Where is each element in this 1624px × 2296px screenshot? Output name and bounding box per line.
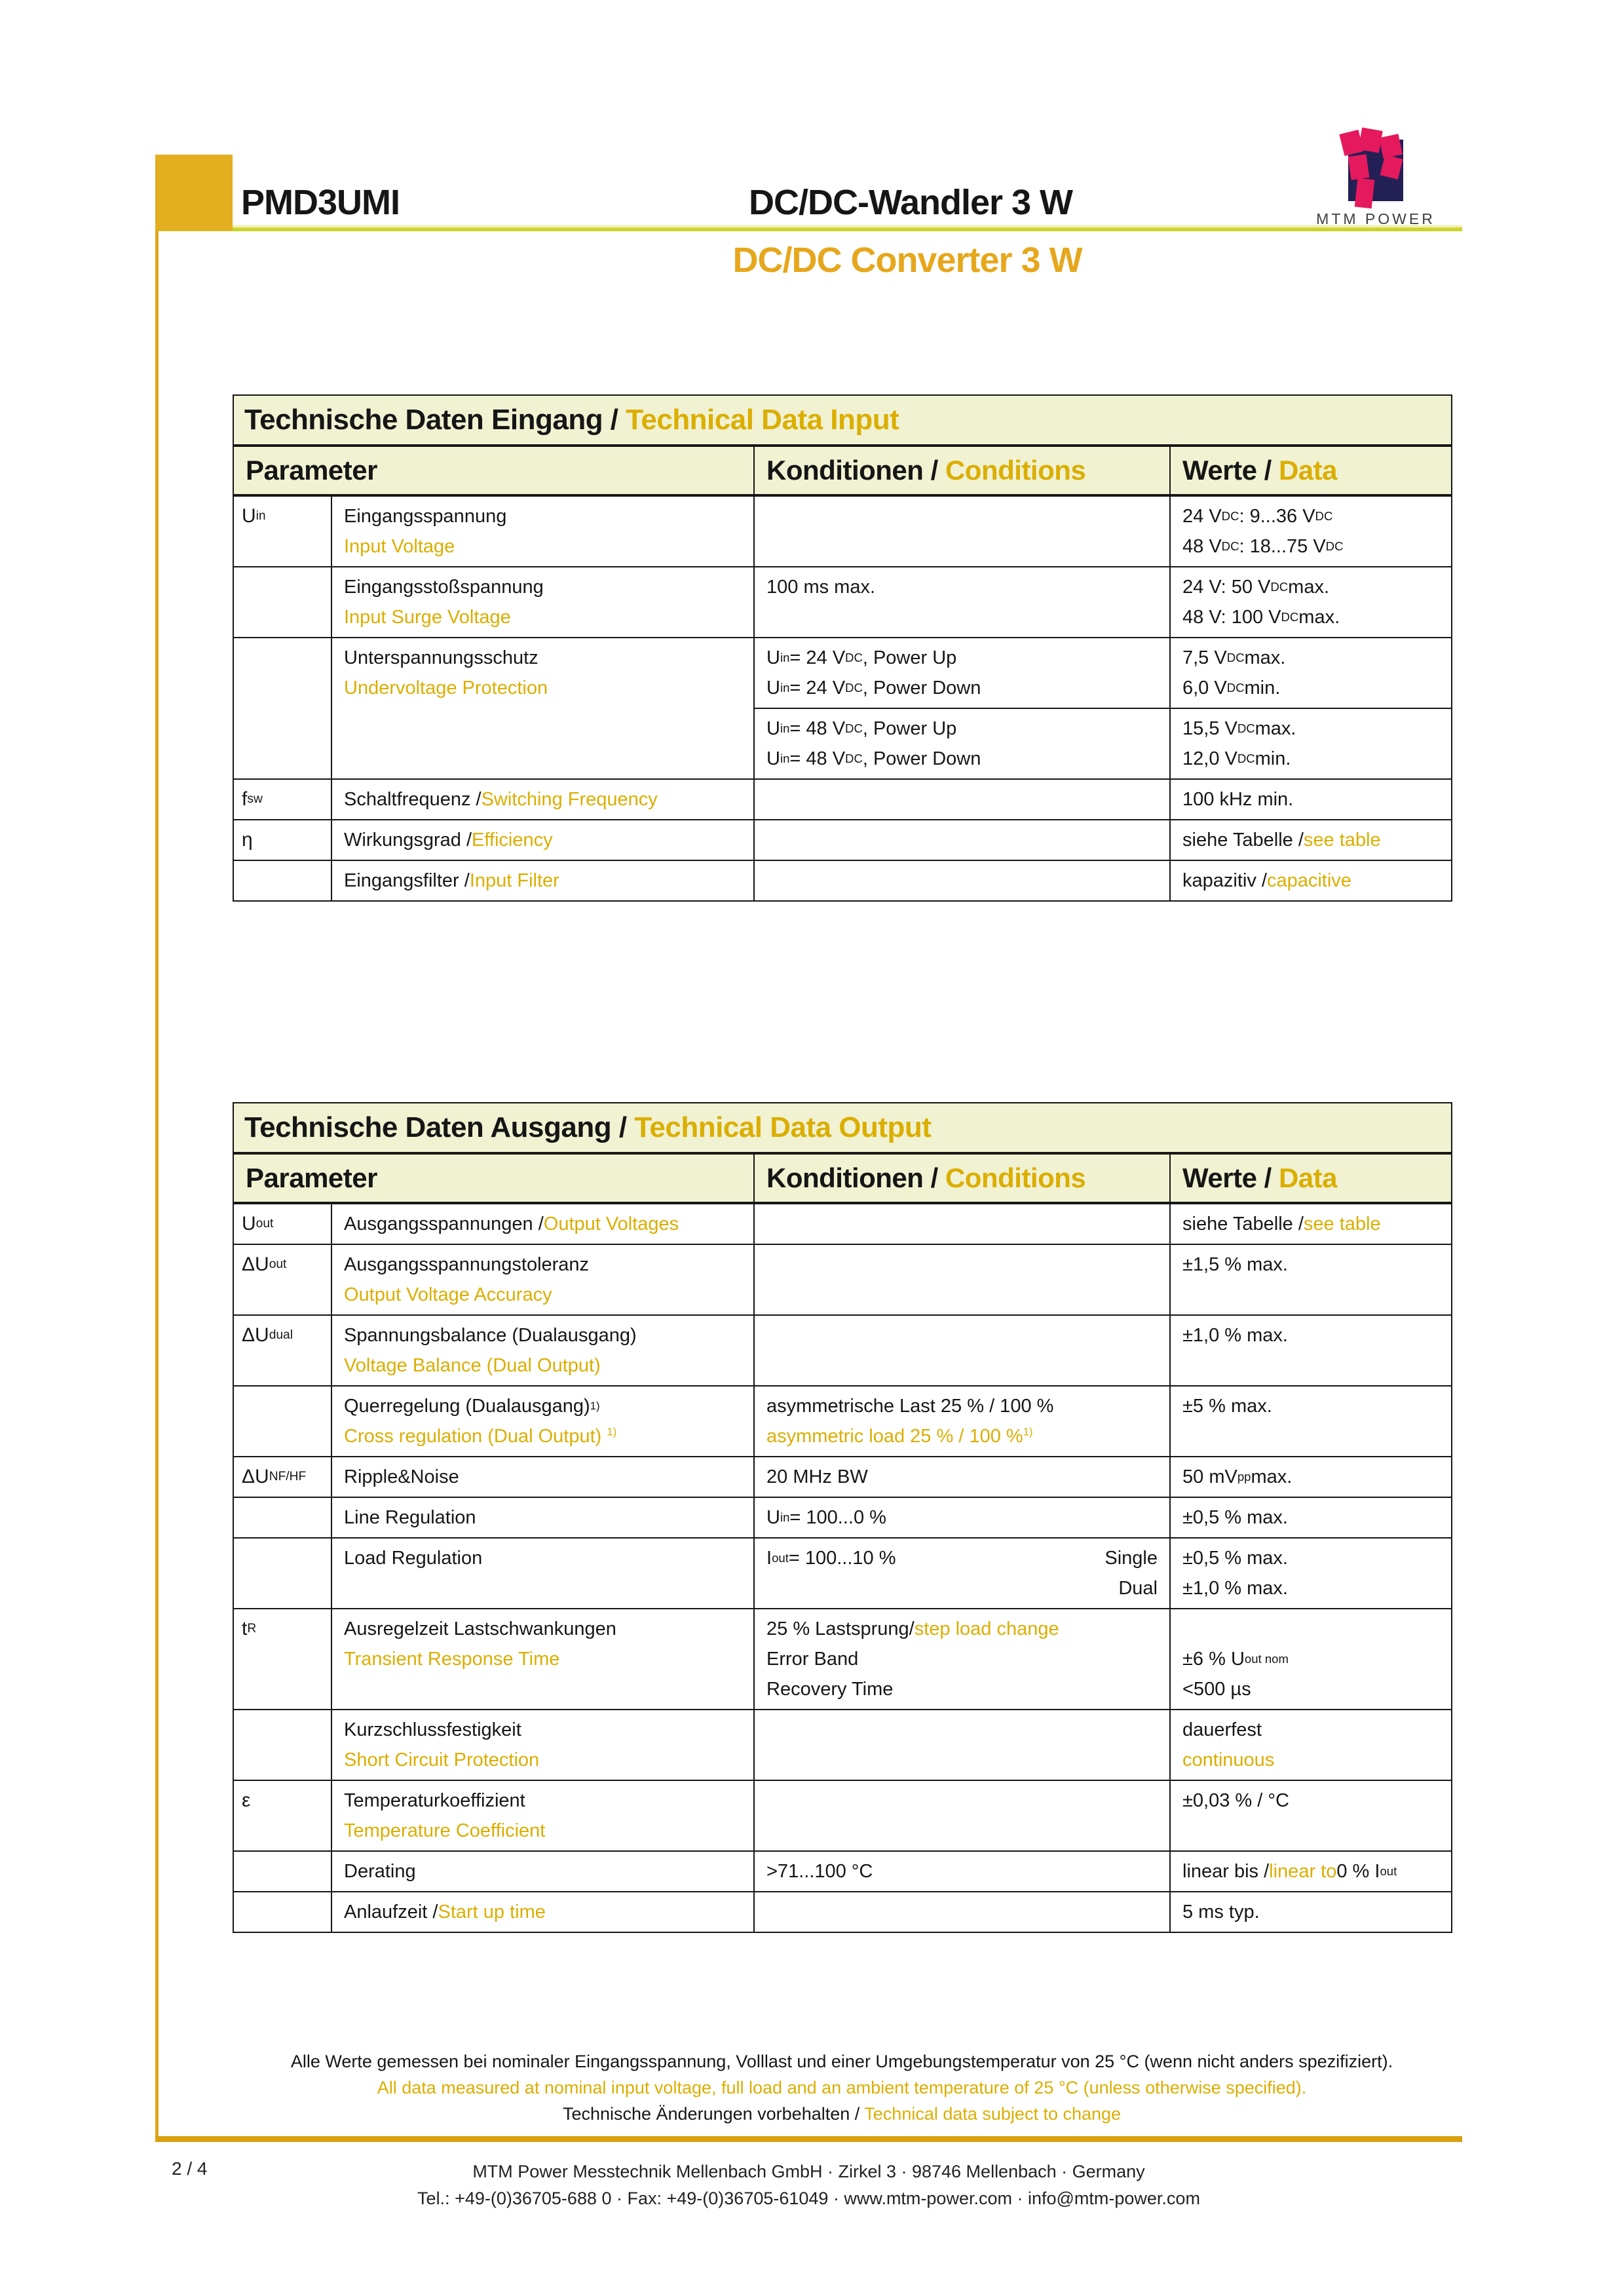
gold-accent-square — [155, 155, 233, 231]
table-row — [233, 1497, 1452, 1538]
condition-line: U in = 24 V DC , Power Down — [766, 677, 981, 698]
values-cell — [1170, 495, 1452, 567]
condition-line — [766, 1715, 1158, 1745]
table-row — [233, 495, 1452, 567]
label-line — [344, 1816, 742, 1846]
value-line: ±0,5 % max. — [1182, 1547, 1288, 1569]
logo-block — [1380, 155, 1403, 180]
conditions-cell — [754, 860, 1170, 901]
value-line: ±0,5 % max. — [1182, 1506, 1288, 1528]
column-header: Werte / Data — [1170, 446, 1452, 495]
label-line — [344, 602, 742, 632]
accent-text: see table — [1303, 829, 1381, 851]
label-line — [344, 1745, 742, 1775]
param-label-cell — [331, 1710, 754, 1780]
values-cell — [1170, 638, 1452, 708]
condition-line: Error Band — [766, 1648, 859, 1670]
table-row — [233, 779, 1452, 820]
param-label-cell — [331, 1457, 754, 1497]
values-cell — [1170, 567, 1452, 638]
condition-line: 100 ms max. — [766, 576, 875, 598]
values-cell — [1170, 1315, 1452, 1386]
footer-gold-rule — [155, 2136, 1462, 2142]
conditions-cell — [754, 820, 1170, 860]
label-line: Kurzschlussfestigkeit — [344, 1719, 521, 1740]
param-symbol — [242, 1502, 327, 1533]
param-symbol — [242, 643, 327, 673]
value-line: <500 µs — [1182, 1678, 1251, 1700]
condition-line: 25 % Lastsprung/ step load change — [766, 1618, 1059, 1639]
condition-line: >71...100 °C — [766, 1860, 873, 1882]
param-symbol — [242, 1897, 327, 1927]
logo-block — [1379, 134, 1403, 159]
conditions-cell — [754, 1538, 1170, 1609]
table-row — [233, 1244, 1452, 1315]
condition-line — [766, 1897, 1158, 1927]
param-label-cell — [331, 820, 754, 860]
param-symbol-cell — [233, 1892, 331, 1932]
table-row — [233, 1851, 1452, 1892]
value-line: siehe Tabelle / see table — [1182, 1213, 1381, 1234]
condition-line: 20 MHz BW — [766, 1466, 868, 1487]
conditions-cell — [754, 1457, 1170, 1497]
value-line: dauerfest — [1182, 1719, 1262, 1740]
values-cell — [1170, 1710, 1452, 1780]
table-row — [233, 1780, 1452, 1851]
param-symbol-cell — [233, 567, 331, 638]
param-label-cell — [331, 495, 754, 567]
table-row — [233, 1538, 1452, 1609]
company-contact: Tel.: +49-(0)36705-688 0 · Fax: +49-(0)36705-61049 · www.mtm-power.com · info@mtm-power.com — [417, 2189, 1200, 2208]
logo-block — [1355, 178, 1374, 208]
param-symbol-cell — [233, 495, 331, 567]
values-cell — [1170, 1457, 1452, 1497]
accent-text: Efficiency — [472, 829, 553, 851]
accent-text: capacitive — [1266, 870, 1351, 891]
table-row — [233, 820, 1452, 860]
value-line: ±1,0 % max. — [1182, 1577, 1288, 1599]
conditions-cell — [754, 708, 1170, 779]
accent-text: Conditions — [945, 455, 1086, 486]
param-label-cell — [331, 1892, 754, 1932]
values-cell — [1170, 1203, 1452, 1244]
accent-text: Short Circuit Protection — [344, 1749, 540, 1770]
accent-text: Conditions — [945, 1162, 1086, 1193]
value-line: 48 V: 100 V DC max. — [1182, 606, 1340, 628]
accent-text: asymmetric load 25 % / 100 %$^{1)}$ — [766, 1425, 1033, 1447]
product-title: PMD3UMI — [241, 183, 400, 222]
label-line: Temperaturkoeffizient — [344, 1789, 525, 1811]
header-divider-rule — [159, 225, 1462, 231]
condition-line: Recovery Time — [766, 1678, 894, 1700]
logo-block — [1348, 154, 1370, 180]
param-symbol: U out — [242, 1213, 274, 1234]
mtm-logo-text: MTM POWER — [1316, 210, 1435, 227]
param-label-cell — [331, 1386, 754, 1457]
param-label-cell — [331, 779, 754, 820]
values-cell — [1170, 1892, 1452, 1932]
value-line: ±0,03 % / °C — [1182, 1789, 1289, 1811]
label-line: Ausgangsspannungstoleranz — [344, 1253, 590, 1275]
label-line: Querregelung (Dualausgang) 1) — [344, 1395, 600, 1417]
param-symbol — [242, 866, 327, 896]
conditions-cell — [754, 495, 1170, 567]
label-line: Schaltfrequenz / Switching Frequency — [344, 788, 658, 810]
mtm-power-logo — [1313, 140, 1438, 228]
column-header-row — [233, 446, 1452, 495]
column-header: Parameter — [233, 1153, 754, 1203]
param-symbol-cell — [233, 638, 331, 779]
value-line: 5 ms typ. — [1182, 1901, 1260, 1923]
value-line: 24 V DC : 9...36 V DC — [1182, 505, 1333, 527]
values-cell — [1170, 1244, 1452, 1315]
param-label-cell — [331, 1244, 754, 1315]
param-symbol-cell — [233, 1386, 331, 1457]
param-symbol: f sw — [242, 788, 263, 810]
accent-text: step load change — [914, 1618, 1059, 1639]
condition-line — [766, 1786, 1158, 1816]
condition-line — [766, 1573, 1158, 1603]
label-line: Spannungsbalance (Dualausgang) — [344, 1324, 637, 1346]
values-cell — [1170, 1386, 1452, 1457]
value-line: 15,5 V DC max. — [1182, 718, 1296, 739]
value-line: 100 kHz min. — [1182, 788, 1294, 810]
values-cell — [1170, 820, 1452, 860]
note-english — [233, 2075, 1451, 2101]
condition-line — [766, 784, 1158, 814]
value-line: ±1,5 % max. — [1182, 1253, 1288, 1275]
param-symbol-cell — [233, 1710, 331, 1780]
table-title: Technische Daten Ausgang / Technical Data Output — [233, 1103, 1452, 1153]
table-row — [233, 567, 1452, 638]
param-label-cell — [331, 1497, 754, 1538]
condition-line — [766, 1250, 1158, 1280]
accent-text: Temperature Coefficient — [344, 1820, 546, 1841]
label-line: Line Regulation — [344, 1506, 476, 1528]
values-cell — [1170, 1851, 1452, 1892]
accent-text: Input Voltage — [344, 535, 455, 557]
param-symbol-cell — [233, 1538, 331, 1609]
param-label-cell — [331, 1609, 754, 1710]
accent-text: Undervoltage Protection — [344, 677, 548, 698]
condition-line — [766, 825, 1158, 855]
label-line: Load Regulation — [344, 1547, 483, 1569]
accent-text: Data — [1278, 455, 1337, 486]
accent-text: continuous — [1182, 1749, 1275, 1770]
param-symbol: t R — [242, 1618, 257, 1639]
table-row — [233, 638, 1452, 708]
value-line — [1182, 1614, 1439, 1644]
param-symbol-cell — [233, 860, 331, 901]
column-header-row — [233, 1153, 1452, 1203]
values-cell — [1170, 860, 1452, 901]
param-symbol-cell — [233, 779, 331, 820]
param-label-cell — [331, 567, 754, 638]
value-line: kapazitiv / capacitive — [1182, 870, 1351, 891]
table-row — [233, 1315, 1452, 1386]
conditions-cell — [754, 1244, 1170, 1315]
param-symbol-cell — [233, 1315, 331, 1386]
accent-text: Cross regulation (Dual Output) $^{1)}$ — [344, 1425, 617, 1447]
label-line — [344, 1280, 742, 1310]
param-symbol: ΔU out — [242, 1253, 287, 1275]
condition-line: U in = 48 V DC , Power Up — [766, 718, 957, 739]
accent-text: Input Surge Voltage — [344, 606, 511, 628]
value-line: ±5 % max. — [1182, 1395, 1272, 1417]
condition-line — [766, 1209, 1158, 1239]
value-line — [1182, 1745, 1439, 1775]
values-cell — [1170, 1497, 1452, 1538]
accent-text: Technical data subject to change — [864, 2104, 1122, 2124]
param-symbol: U in — [242, 505, 266, 527]
param-symbol — [242, 1391, 327, 1421]
param-symbol-cell — [233, 1851, 331, 1892]
left-gold-rule — [155, 231, 159, 2139]
param-symbol: ΔU NF/HF — [242, 1466, 307, 1487]
label-line: Ripple&Noise — [344, 1466, 459, 1487]
param-symbol: η — [242, 829, 253, 851]
value-line: 7,5 V DC max. — [1182, 647, 1286, 668]
page-title-german: DC/DC-Wandler 3 W — [749, 183, 1072, 222]
column-header: Konditionen / Conditions — [754, 1153, 1170, 1203]
values-cell — [1170, 1609, 1452, 1710]
value-line: 24 V: 50 V DC max. — [1182, 576, 1329, 598]
page-number: 2 / 4 — [172, 2158, 208, 2179]
company-address: MTM Power Messtechnik Mellenbach GmbH · Zirkel 3 · 98746 Mellenbach · Germany — [472, 2162, 1145, 2181]
accent-text: Output Voltages — [543, 1213, 679, 1234]
conditions-cell — [754, 1203, 1170, 1244]
param-symbol-cell — [233, 1203, 331, 1244]
accent-text: linear to — [1269, 1860, 1337, 1882]
accent-text: see table — [1303, 1213, 1381, 1234]
accent-text: Start up time — [438, 1901, 546, 1923]
conditions-cell — [754, 567, 1170, 638]
label-line: Anlaufzeit / Start up time — [344, 1901, 546, 1923]
accent-text: Data — [1278, 1162, 1337, 1193]
conditions-cell — [754, 779, 1170, 820]
value-line: 50 mV pp max. — [1182, 1466, 1293, 1487]
param-label-cell — [331, 1203, 754, 1244]
param-symbol — [242, 572, 327, 602]
param-label-cell — [331, 638, 754, 779]
condition-line — [766, 501, 1158, 531]
accent-text: Output Voltage Accuracy — [344, 1284, 552, 1305]
condition-line: U in = 48 V DC , Power Down — [766, 748, 981, 769]
condition-line: asymmetrische Last 25 % / 100 % — [766, 1395, 1054, 1417]
conditions-cell — [754, 1609, 1170, 1710]
conditions-cell — [754, 1780, 1170, 1851]
value-line: 6,0 V DC min. — [1182, 677, 1281, 698]
label-line — [344, 1421, 742, 1451]
value-line: 48 V DC : 18...75 V DC — [1182, 535, 1344, 557]
footer-company-block — [155, 2158, 1462, 2212]
label-line: Eingangsstoßspannung — [344, 576, 544, 598]
column-header: Werte / Data — [1170, 1153, 1452, 1203]
param-label-cell — [331, 1315, 754, 1386]
label-line: Eingangsfilter / Input Filter — [344, 870, 559, 891]
note-german: Alle Werte gemessen bei nominaler Eingangsspannung, Volllast und einer Umgebungstemperatur von 25 °C (wenn nicht anders spezifiziert). — [290, 2052, 1393, 2071]
condition-line — [766, 1421, 1158, 1451]
table-row — [233, 1386, 1452, 1457]
value-line: ±1,0 % max. — [1182, 1324, 1288, 1346]
label-line: Ausgangsspannungen / Output Voltages — [344, 1213, 679, 1234]
value-line: ±6 % U out nom — [1182, 1648, 1289, 1670]
param-label-cell — [331, 1780, 754, 1851]
param-symbol: ε — [242, 1789, 251, 1811]
param-symbol-cell — [233, 1780, 331, 1851]
values-cell — [1170, 1780, 1452, 1851]
condition-right-label: Single — [1105, 1547, 1158, 1569]
conditions-cell — [754, 1710, 1170, 1780]
accent-text: Voltage Balance (Dual Output) — [344, 1354, 601, 1376]
conditions-cell — [754, 638, 1170, 708]
condition-line — [766, 1320, 1158, 1350]
param-symbol — [242, 1856, 327, 1886]
values-cell — [1170, 1538, 1452, 1609]
table-row — [233, 860, 1452, 901]
accent-text: Technical Data Output — [634, 1111, 932, 1143]
table-title-row — [233, 395, 1452, 446]
value-line: siehe Tabelle / see table — [1182, 829, 1381, 851]
label-line: Derating — [344, 1860, 416, 1882]
condition-line: U in = 100...0 % — [766, 1506, 886, 1528]
technical-data-input-table — [233, 394, 1452, 902]
label-line: Unterspannungsschutz — [344, 647, 538, 668]
measurement-notes — [233, 2048, 1451, 2127]
accent-text: All data measured at nominal input voltage, full load and an ambient temperature of 25 °C (unless otherwise specified). — [377, 2078, 1307, 2097]
label-line: Eingangsspannung — [344, 505, 507, 527]
label-line: Wirkungsgrad / Efficiency — [344, 829, 553, 851]
table-row — [233, 1203, 1452, 1244]
conditions-cell — [754, 1851, 1170, 1892]
condition-line — [766, 866, 1158, 896]
label-line — [344, 1644, 742, 1674]
table-row — [233, 1457, 1452, 1497]
param-symbol-cell — [233, 1457, 331, 1497]
label-line: Ausregelzeit Lastschwankungen — [344, 1618, 616, 1639]
mtm-logo-icon — [1348, 140, 1403, 201]
param-symbol: ΔU dual — [242, 1324, 293, 1346]
condition-line: I out = 100...10 % Single — [766, 1547, 1158, 1569]
table-row — [233, 1892, 1452, 1932]
technical-data-output-table — [233, 1102, 1452, 1933]
accent-text: Transient Response Time — [344, 1648, 560, 1670]
accent-text: Technical Data Input — [626, 404, 899, 436]
table-title: Technische Daten Eingang / Technical Data Input — [233, 395, 1452, 446]
values-cell — [1170, 708, 1452, 779]
column-header: Parameter — [233, 446, 754, 495]
param-symbol-cell — [233, 820, 331, 860]
conditions-cell — [754, 1497, 1170, 1538]
accent-text: Switching Frequency — [481, 788, 658, 810]
column-header: Konditionen / Conditions — [754, 446, 1170, 495]
param-symbol-cell — [233, 1244, 331, 1315]
note-subject-to-change: Technische Änderungen vorbehalten / Technical data subject to change — [562, 2104, 1122, 2124]
label-line — [344, 531, 742, 562]
values-cell — [1170, 779, 1452, 820]
param-symbol-cell — [233, 1497, 331, 1538]
param-symbol — [242, 1715, 327, 1745]
table-row — [233, 1609, 1452, 1710]
value-line: 12,0 V DC min. — [1182, 748, 1291, 769]
condition-right-label: Dual — [1118, 1577, 1158, 1599]
conditions-cell — [754, 1892, 1170, 1932]
label-line — [344, 673, 742, 703]
table-row — [233, 1710, 1452, 1780]
page-title-english: DC/DC Converter 3 W — [732, 240, 1082, 280]
param-label-cell — [331, 1538, 754, 1609]
param-label-cell — [331, 1851, 754, 1892]
conditions-cell — [754, 1386, 1170, 1457]
accent-text: Input Filter — [469, 870, 559, 891]
param-symbol-cell — [233, 1609, 331, 1710]
conditions-cell — [754, 1315, 1170, 1386]
condition-line: U in = 24 V DC , Power Up — [766, 647, 957, 668]
param-symbol — [242, 1543, 327, 1573]
table-title-row — [233, 1103, 1452, 1153]
param-label-cell — [331, 860, 754, 901]
value-line: linear bis / linear to 0 % I out — [1182, 1860, 1397, 1882]
label-line — [344, 1350, 742, 1381]
